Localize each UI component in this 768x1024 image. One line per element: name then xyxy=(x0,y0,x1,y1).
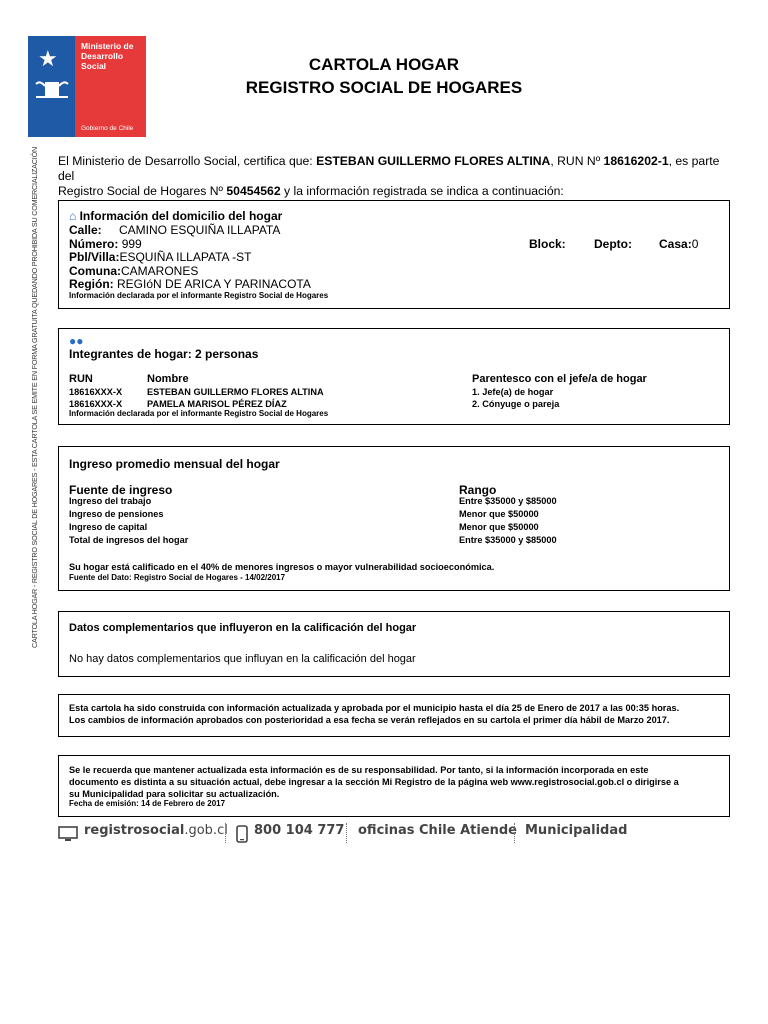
domicilio-section xyxy=(58,200,730,309)
ingreso-rango: Entre $35000 y $85000 xyxy=(459,496,557,506)
recuerda-notice xyxy=(58,755,730,817)
calificacion-text: Su hogar está calificado en el 40% de menores ingresos o mayor vulnerabilidad socioeconómica. xyxy=(69,562,495,572)
member-nombre: PAMELA MARISOL PÉREZ DÍAZ xyxy=(147,399,287,409)
people-icon: ●● xyxy=(69,334,84,348)
calle-value: CAMINO ESQUIÑA ILLAPATA xyxy=(119,223,281,237)
home-icon: ⌂ xyxy=(69,209,77,223)
integrantes-section xyxy=(58,328,730,425)
block-label: Block: xyxy=(529,237,566,251)
construida-line-1: Esta cartola ha sido construida con información actualizada y aprobada por el municipio hasta el día 25 de Enero de 2017 a las 00:35 horas. xyxy=(69,703,680,713)
complementarios-section xyxy=(58,611,730,677)
member-run: 18616XXX-X xyxy=(69,387,123,397)
website-domain: .gob.cl xyxy=(184,823,228,838)
depto-label: Depto: xyxy=(594,237,632,251)
logo-line-3: Social xyxy=(81,61,107,71)
recuerda-line-3: su Municipalidad para solicitar su actualización. xyxy=(69,789,280,799)
domicilio-title: Información del domicilio del hogar xyxy=(79,209,283,223)
recuerda-line-1: Se le recuerda que mantener actualizada esta información es de su responsabilidad. Por tanto, si la información incorporada en este xyxy=(69,765,649,775)
intro-text-5: y la información registrada se indica a continuación: xyxy=(280,184,564,198)
ingreso-fuente: Total de ingresos del hogar xyxy=(69,535,189,545)
region-label: Región: xyxy=(69,277,114,291)
col-fuente-header: Fuente de ingreso xyxy=(69,483,173,497)
comuna-label: Comuna: xyxy=(69,264,121,278)
construida-line-2: Los cambios de información aprobados con posterioridad a esa fecha se verán reflejados en su cartola el primer día hábil de Marzo 2017. xyxy=(69,715,670,725)
villa-value: ESQUIÑA ILLAPATA -ST xyxy=(119,250,252,264)
person-name: ESTEBAN GUILLERMO FLORES ALTINA xyxy=(316,154,551,168)
numero-label: Número: xyxy=(69,237,119,251)
ingreso-rango: Menor que $50000 xyxy=(459,522,539,532)
col-nombre-header: Nombre xyxy=(147,373,189,385)
logo-line-1: Ministerio de xyxy=(81,41,134,51)
ingreso-title: Ingreso promedio mensual del hogar xyxy=(69,457,280,471)
col-run-header: RUN xyxy=(69,373,93,385)
side-disclaimer: CARTOLA HOGAR - REGISTRO SOCIAL DE HOGARES - ESTA CARTOLA SE EMITE EN FORMA GRATUITA QUEDANDO PROHIBIDA SU COMERCIALIZACIÓN xyxy=(30,147,39,648)
website-link[interactable] xyxy=(84,823,228,838)
intro-text-2: , RUN Nº xyxy=(550,154,604,168)
star-icon: ★ xyxy=(38,46,58,71)
ingreso-rango: Menor que $50000 xyxy=(459,509,539,519)
contact-footer xyxy=(58,823,628,845)
phone-number[interactable]: 800 104 777 xyxy=(254,823,345,838)
integrantes-note: Información declarada por el informante Registro Social de Hogares xyxy=(69,409,329,418)
ingreso-fuente: Ingreso de capital xyxy=(69,522,148,532)
phone-icon xyxy=(236,825,248,843)
page-subtitle: REGISTRO SOCIAL DE HOGARES xyxy=(245,78,523,97)
logo-line-2: Desarrollo xyxy=(81,51,124,61)
complementarios-title: Datos complementarios que influyeron en la calificación del hogar xyxy=(69,622,417,634)
intro-text-4: Registro Social de Hogares Nº xyxy=(58,184,227,198)
fecha-emision: Fecha de emisión: 14 de Febrero de 2017 xyxy=(69,799,226,808)
ingreso-section xyxy=(58,446,730,591)
col-rango-header: Rango xyxy=(459,483,497,497)
intro-text-3: , es parte del xyxy=(58,154,720,183)
fuente-dato: Fuente del Dato: Registro Social de Hogares - 14/02/2017 xyxy=(69,573,286,582)
registro-number: 50454562 xyxy=(226,184,281,198)
intro-text-1: El Ministerio de Desarrollo Social, certifica que: xyxy=(58,154,317,168)
casa-label: Casa: xyxy=(659,237,692,251)
website-bold: registrosocial xyxy=(84,823,185,838)
calle-label: Calle: xyxy=(69,223,102,237)
villa-label: Pbl/Villa: xyxy=(69,250,120,264)
municipalidad-link[interactable]: Municipalidad xyxy=(525,823,628,838)
member-parentesco: 1. Jefe(a) de hogar xyxy=(472,387,554,397)
complementarios-text: No hay datos complementarios que influyan en la calificación del hogar xyxy=(69,653,416,665)
computer-icon xyxy=(58,826,78,842)
run-number: 18616202-1 xyxy=(603,154,669,168)
domicilio-note: Información declarada por el informante Registro Social de Hogares xyxy=(69,291,329,300)
ingreso-fuente: Ingreso de pensiones xyxy=(69,509,164,519)
integrantes-title: Integrantes de hogar: 2 personas xyxy=(69,347,259,361)
recuerda-line-2: documento es distinta a su situación actual, debe ingresar a la sección Mi Registro de la página web www.registrosocial.gob.cl o dirigirse a xyxy=(69,777,679,787)
member-nombre: ESTEBAN GUILLERMO FLORES ALTINA xyxy=(147,387,324,397)
ingreso-rango: Entre $35000 y $85000 xyxy=(459,535,557,545)
page-title: CARTOLA HOGAR xyxy=(308,55,460,74)
col-parentesco-header: Parentesco con el jefe/a de hogar xyxy=(472,373,647,385)
member-run: 18616XXX-X xyxy=(69,399,123,409)
intro-paragraph xyxy=(58,154,726,199)
construida-notice xyxy=(58,694,730,737)
casa-value: 0 xyxy=(691,237,699,251)
region-value: REGIóN DE ARICA Y PARINACOTA xyxy=(117,277,311,291)
member-parentesco: 2. Cónyuge o pareja xyxy=(472,399,560,409)
oficinas-link[interactable]: oficinas Chile Atiende xyxy=(358,823,517,838)
gobierno-label: Gobierno de Chile xyxy=(81,125,134,132)
ingreso-fuente: Ingreso del trabajo xyxy=(69,496,152,506)
numero-value: 999 xyxy=(121,237,142,251)
comuna-value: CAMARONES xyxy=(121,264,199,278)
